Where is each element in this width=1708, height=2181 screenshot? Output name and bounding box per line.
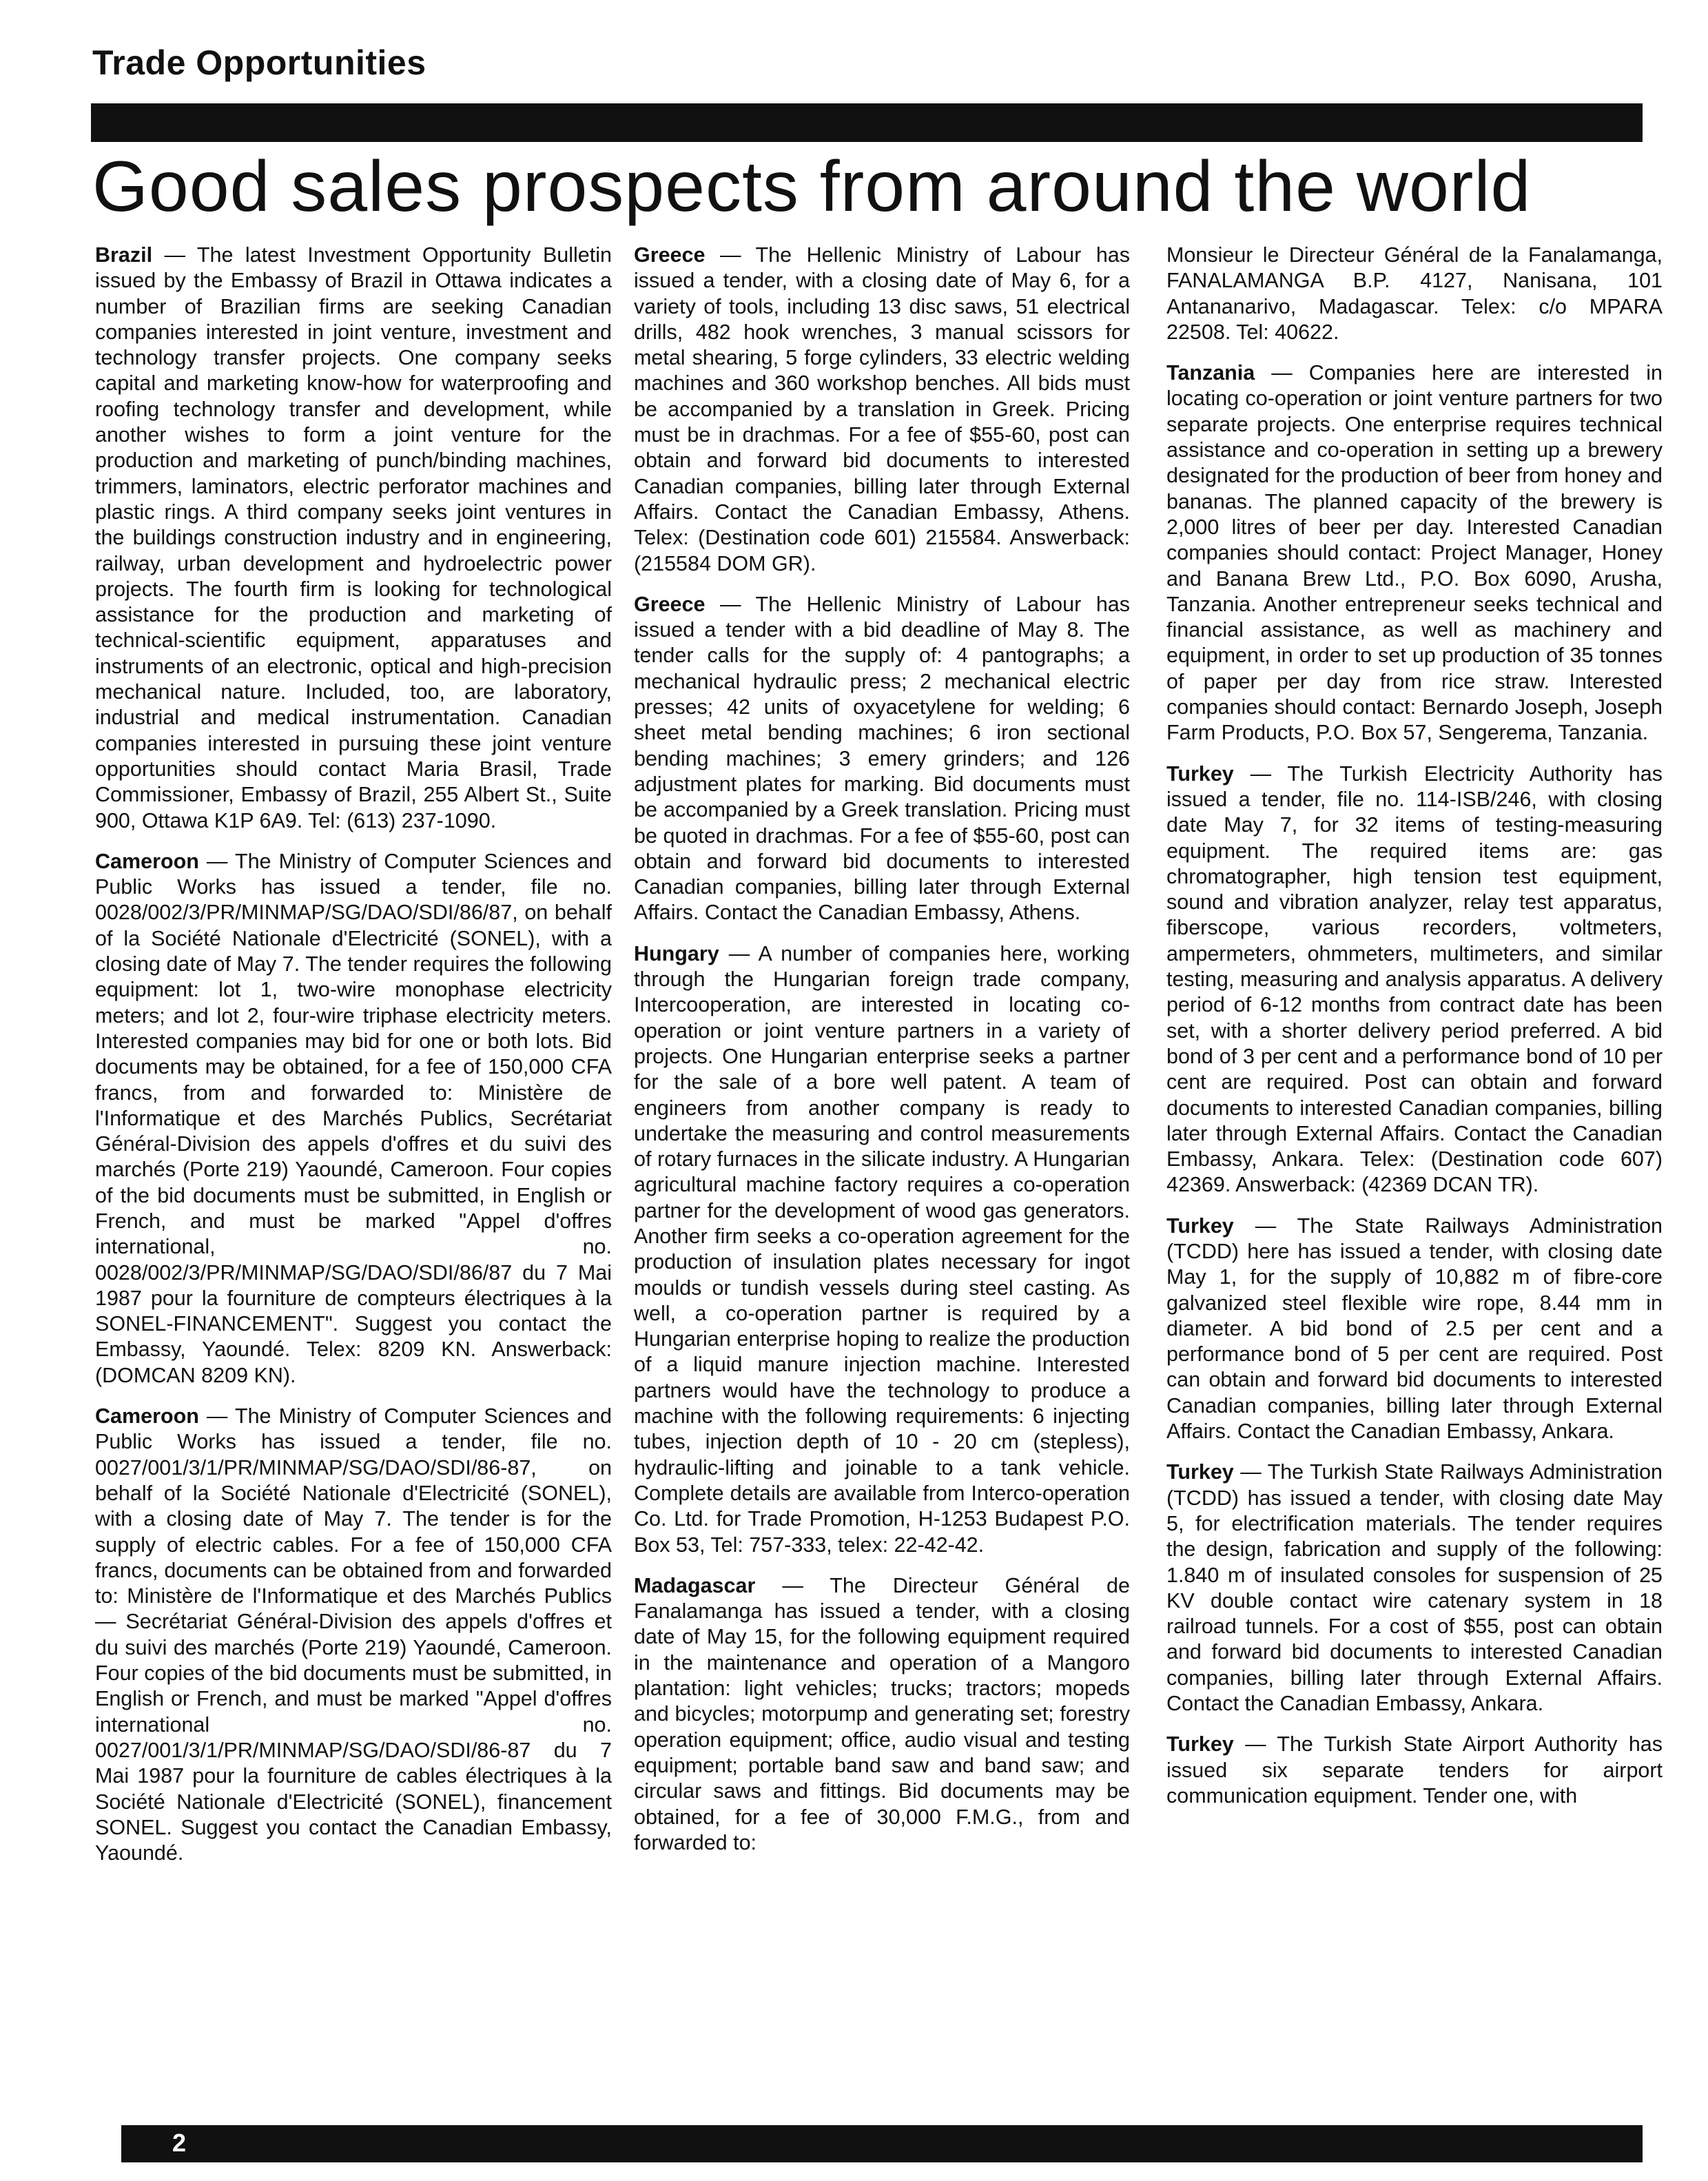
item-text: — The Turkish State Railways Administration (TCDD) has issued a tender, with closing date May 5, for electrification materials. The tender requires the design, fabrication and supply of the following: 1.840 m of insulated consoles for suspension of 25 KV double contact wire catenary system in 18 railroad tunnels. For a cost of $55, post can obtain and forward bid documents to interested Canadian companies, billing later through External Affairs. Contact the Canadian Embassy, Ankara. [1166,1460,1663,1716]
country-name: Cameroon [95,1404,199,1429]
item-text: — The Ministry of Computer Sciences and Public Works has issued a tender, file no. 0028/002/3/PR/MINMAP/SG/DAO/SDI/86/87, on behalf of la Société Nationale d'Electricité (SONEL), with a closing date of May 7. The tender requires the following equipment: lot 1, two-wire monophase electricity meters; and lot 2, four-wire triphase electricity meters. Interested companies may bid for one or both lots. Bid documents may be obtained, for a fee of 150,000 CFA francs, from and forwarded to: Ministère de l'Informatique et des Marchés Publics, Secrétariat Général-Division des appels d'offres et du suivi des marchés (Porte 219) Yaoundé, Cameroon. Four copies of the bid documents must be submitted, in English or French, and must be marked "Appel d'offres international, no. 0028/002/3/PR/MINMAP/SG/DAO/SDI/86/87 du 7 Mai 1987 pour la fourniture de compteurs électriques à la SONEL-FINANCEMENT". Suggest you contact the Embassy, Yaoundé. Telex: 8209 KN. Answerback: (DOMCAN 8209 KN). [95,849,612,1387]
article-item [1166,1732,1663,1809]
country-name: Greece [634,243,706,267]
country-name: Hungary [634,941,719,965]
item-text: — The Ministry of Computer Sciences and Public Works has issued a tender, file no. 0027/001/3/1/PR/MINMAP/SG/DAO/SDI/86-87, on behalf of la Société Nationale d'Electricité (SONEL), with a closing date of May 7. The tender is for the supply of electric cables. For a fee of 150,000 CFA francs, documents can be obtained from and forwarded to: Ministère de l'Informatique et des Marchés Publics — Secrétariat Général-Division des appels d'offres et du suivi des marchés (Porte 219) Yaoundé, Cameroon. Four copies of the bid documents must be submitted, in English or French, and must be marked "Appel d'offres international no. 0027/001/3/1/PR/MINMAP/SG/DAO/SDI/86-87 du 7 Mai 1987 pour la fourniture de cables électriques à la Société Nationale d'Electricité (SONEL), financement SONEL. Suggest you contact the Canadian Embassy, Yaoundé. [95,1404,612,1865]
article-item [1166,360,1663,746]
headline: Good sales prospects from around the world [92,147,1532,227]
article-item [634,592,1130,926]
country-name: Madagascar [634,1573,756,1597]
article-item [1166,243,1663,345]
article-column-2 [634,243,1130,2103]
article-item [95,243,612,834]
top-rule-bar [91,103,1643,142]
item-text: — The Hellenic Ministry of Labour has issued a tender, with a closing date of May 6, for a variety of tools, including 13 disc saws, 51 electrical drills, 482 hook wrenches, 3 manual scissors for metal shearing, 5 forge cylinders, 33 electric welding machines and 360 workshop benches. All bids must be accompanied by a translation in Greek. Pricing must be in drachmas. For a fee of $55-60, post can obtain and forward bid documents to interested Canadian companies, billing later through External Affairs. Contact the Canadian Embassy, Athens. Telex: (Destination code 601) 215584. Answerback: (215584 DOM GR). [634,243,1130,575]
item-text: — The State Railways Administration (TCDD) here has issued a tender, with closing date May 1, for the supply of 10,882 m of fibre-core galvanized steel flexible wire rope, 8.44 mm in diameter. A bid bond of 2.5 per cent and a performance bond of 5 per cent are required. Post can obtain and forward bid documents to interested Canadian companies, billing later through External Affairs. Contact the Canadian Embassy, Ankara. [1166,1214,1663,1444]
article-column-3 [1166,243,1663,2103]
item-text: Monsieur le Directeur Général de la Fanalamanga, FANALAMANGA B.P. 4127, Nanisana, 101 Antananarivo, Madagascar. Telex: c/o MPARA 22508. Tel: 40622. [1166,243,1663,344]
item-text: — The Directeur Général de Fanalamanga has issued a tender, with a closing date of May 15, for the following equipment required in the maintenance and operation of a Mangoro plantation: light vehicles; trucks; tractors; mopeds and bicycles; motorpump and generating set; forestry operation equipment; office, audio visual and testing equipment; portable band saw and band saw; and circular saws and fittings. Bid documents may be obtained, for a fee of 30,000 F.M.G., from and forwarded to: [634,1573,1130,1854]
country-name: Turkey [1166,1460,1234,1484]
article-item [1166,1214,1663,1445]
page-number: 2 [172,2129,187,2157]
country-name: Tanzania [1166,361,1255,385]
article-item [634,1573,1130,1856]
country-name: Brazil [95,243,153,267]
item-text: — The Hellenic Ministry of Labour has issued a tender with a bid deadline of May 8. The tender calls for the supply of: 4 pantographs; a mechanical hydraulic press; 2 mechanical electric presses; 42 units of oxyacetylene for welding; 6 sheet metal bending machines; 6 iron sectional bending machines; 3 emery grinders; and 126 adjustment plates for marking. Bid documents must be accompanied by a Greek translation. Pricing must be quoted in drachmas. For a fee of $55-60, post can obtain and forward bid documents to interested Canadian companies, billing later through External Affairs. Contact the Canadian Embassy, Athens. [634,592,1130,925]
country-name: Greece [634,592,706,616]
article-item [1166,1460,1663,1717]
article-item [634,243,1130,577]
item-text: — The Turkish Electricity Authority has issued a tender, file no. 114-ISB/246, with closing date May 7, for 32 items of testing-measuring equipment. The required items are: gas chromatographer, high tension test equipment, sound and vibration analyzer, relay test apparatus, fiberscope, various recorders, voltmeters, ampermeters, ohmmeters, multimeters, and similar testing, measuring and analysis apparatus. A delivery period of 6-12 months from contract date has been set, with a shorter delivery period preferred. A bid bond of 3 per cent and a performance bond of 10 per cent are required. Post can obtain and forward documents to interested Canadian companies, billing later through External Affairs. Contact the Canadian Embassy, Ankara. Telex: (Destination code 607) 42369. Answerback: (42369 DCAN TR). [1166,761,1663,1197]
article-item [1166,761,1663,1198]
article-item [95,849,612,1389]
country-name: Cameroon [95,849,199,873]
article-item [634,941,1130,1558]
article-item [95,1404,612,1866]
article-column-1 [95,243,612,2103]
item-text: — The Turkish State Airport Authority has issued six separate tenders for airport communication equipment. Tender one, with [1166,1732,1663,1808]
item-text: — A number of companies here, working through the Hungarian foreign trade company, Intercooperation, are interested in locating co-operation or joint venture partners in a variety of projects. One Hungarian enterprise seeks a partner for the sale of a bore well patent. A team of engineers from another company is ready to undertake the measuring and control measurements of rotary furnaces in the silicate industry. A Hungarian agricultural machine factory requires a co-operation partner for the development of wood gas generators. Another firm seeks a co-operation agreement for the production of insulation plates necessary for ingot moulds or tundish vessels during steel casting. As well, a co-operation partner is required by a Hungarian enterprise hoping to realize the production of a liquid manure injection machine. Interested partners would have the technology to produce a machine with the following requirements: 6 injecting tubes, injection depth of 10 - 20 cm (stepless), hydraulic-lifting and joinable to a tank vehicle. Complete details are available from Interco-operation Co. Ltd. for Trade Promotion, H-1253 Budapest P.O. Box 53, Tel: 757-333, telex: 22-42-42. [634,941,1130,1557]
section-label: Trade Opportunities [92,43,426,82]
footer-bar [121,2125,1643,2162]
item-text: — Companies here are interested in locating co-operation or joint venture partners for two separate projects. One enterprise requires technical assistance and co-operation in setting up a brewery designated for the production of beer from honey and bananas. The planned capacity of the brewery is 2,000 litres of beer per day. Interested Canadian companies should contact: Project Manager, Honey and Banana Brew Ltd., P.O. Box 6090, Arusha, Tanzania. Another entrepreneur seeks technical and financial assistance, as well as machinery and equipment, in order to set up production of 35 tonnes of paper per day from rice straw. Interested companies should contact: Bernardo Joseph, Joseph Farm Products, P.O. Box 57, Sengerema, Tanzania. [1166,361,1663,745]
country-name: Turkey [1166,1732,1234,1757]
item-text: — The latest Investment Opportunity Bulletin issued by the Embassy of Brazil in Ottawa indicates a number of Brazilian firms are seeking Canadian companies interested in joint venture, investment and technology transfer projects. One company seeks capital and marketing know-how for waterproofing and roofing technology transfer and development, while another wishes to form a joint venture for the production and marketing of punch/binding machines, trimmers, laminators, electric perforator machines and plastic rings. A third company seeks joint ventures in the buildings construction industry and in engineering, railway, urban development and hydroelectric power projects. The fourth firm is looking for technological assistance for the production and marketing of technical-scientific equipment, apparatuses and instruments of an electronic, optical and high-precision mechanical nature. Included, too, are laboratory, industrial and medical instrumentation. Canadian companies interested in pursuing these joint venture opportunities should contact Maria Brasil, Trade Commissioner, Embassy of Brazil, 255 Albert St., Suite 900, Ottawa K1P 6A9. Tel: (613) 237-1090. [95,243,612,832]
country-name: Turkey [1166,1214,1234,1238]
country-name: Turkey [1166,761,1234,786]
